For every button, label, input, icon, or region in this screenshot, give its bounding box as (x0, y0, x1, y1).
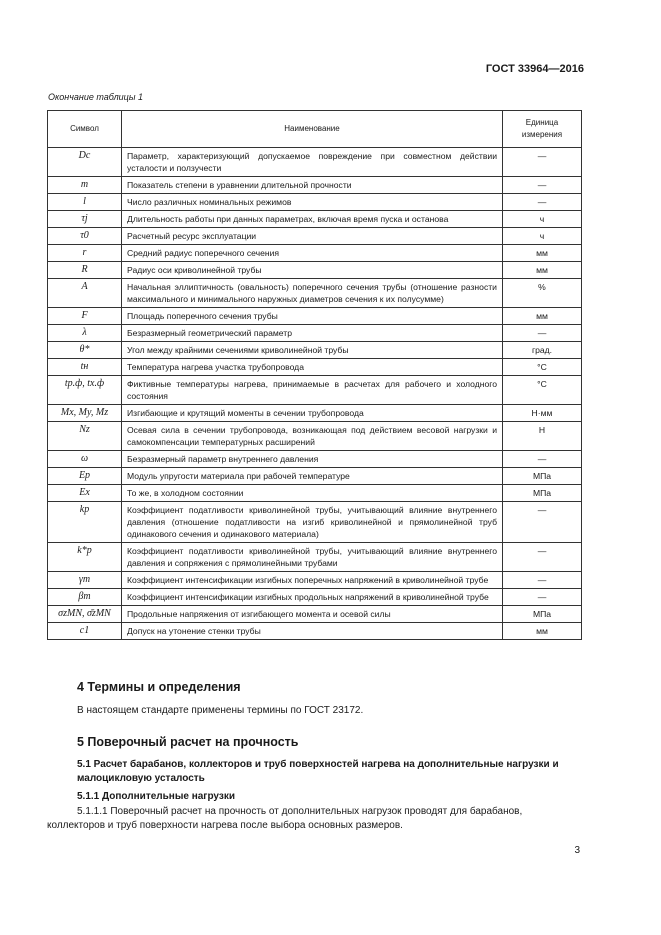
section-4-text: В настоящем стандарте применены термины по ГОСТ 23172. (77, 705, 364, 716)
name-cell: Модуль упругости материала при рабочей температуре (122, 468, 503, 485)
name-cell: Осевая сила в сечении трубопровода, возникающая под действием весовой нагрузки и самокомпенсации температурных расширений (122, 422, 503, 451)
symbol-cell: F (48, 308, 122, 325)
name-cell: Число различных номинальных режимов (122, 194, 503, 211)
unit-cell: Н (503, 422, 582, 451)
table-body (48, 148, 582, 640)
name-cell: Параметр, характеризующий допускаемое повреждение при совместном действии усталости и ползучести (122, 148, 503, 177)
unit-cell: Н·мм (503, 405, 582, 422)
name-cell: Угол между крайними сечениями криволинейной трубы (122, 342, 503, 359)
name-cell: Изгибающие и крутящий моменты в сечении трубопровода (122, 405, 503, 422)
name-cell: Допуск на утонение стенки трубы (122, 623, 503, 640)
name-cell: Длительность работы при данных параметрах, включая время пуска и останова (122, 211, 503, 228)
unit-cell: % (503, 279, 582, 308)
symbol-cell: βm (48, 589, 122, 606)
symbol-cell: τj (48, 211, 122, 228)
symbol-cell: m (48, 177, 122, 194)
table-row (48, 376, 582, 405)
unit-cell: — (503, 325, 582, 342)
table-row (48, 228, 582, 245)
unit-cell: — (503, 148, 582, 177)
name-cell: Безразмерный параметр внутреннего давления (122, 451, 503, 468)
table-row (48, 502, 582, 543)
table-row (48, 468, 582, 485)
name-cell: Площадь поперечного сечения трубы (122, 308, 503, 325)
unit-cell: — (503, 451, 582, 468)
symbol-cell: Nz (48, 422, 122, 451)
table-row (48, 623, 582, 640)
symbol-cell: γm (48, 572, 122, 589)
table-row (48, 405, 582, 422)
table-row (48, 572, 582, 589)
name-cell: Коэффициент интенсификации изгибных поперечных напряжений в криволинейной трубе (122, 572, 503, 589)
table-row (48, 342, 582, 359)
symbol-cell: λ (48, 325, 122, 342)
symbol-cell: Ex (48, 485, 122, 502)
unit-cell: МПа (503, 606, 582, 623)
unit-cell: ч (503, 228, 582, 245)
table-row (48, 422, 582, 451)
unit-cell: — (503, 572, 582, 589)
table-row (48, 606, 582, 623)
symbol-cell: c1 (48, 623, 122, 640)
table-row (48, 177, 582, 194)
subsection-5-1-title: 5.1 Расчет барабанов, коллекторов и труб поверхностей нагрева на дополнительные нагрузки и малоцикловую усталость (77, 759, 559, 784)
symbol-cell: σzMN, σ̄zMN (48, 606, 122, 623)
column-header-unit: Единица измерения (503, 111, 582, 148)
paragraph-line-2: коллекторов и труб поверхности нагрева после выбора основных размеров. (47, 820, 403, 831)
unit-cell: — (503, 543, 582, 572)
symbols-table (47, 110, 582, 640)
symbol-cell: θ* (48, 342, 122, 359)
symbol-cell: r (48, 245, 122, 262)
symbol-cell: tн (48, 359, 122, 376)
name-cell: Коэффициент интенсификации изгибных продольных напряжений в криволинейной трубе (122, 589, 503, 606)
table-row (48, 279, 582, 308)
name-cell: Радиус оси криволинейной трубы (122, 262, 503, 279)
symbol-cell: τ0 (48, 228, 122, 245)
name-cell: Коэффициент податливости криволинейной трубы, учитывающий влияние внутреннего давления и сопряжения с прямолинейными трубами (122, 543, 503, 572)
unit-cell: мм (503, 623, 582, 640)
name-cell: Температура нагрева участка трубопровода (122, 359, 503, 376)
name-cell: Расчетный ресурс эксплуатации (122, 228, 503, 245)
symbol-cell: Dc (48, 148, 122, 177)
unit-cell: мм (503, 308, 582, 325)
table-row (48, 543, 582, 572)
document-code: ГОСТ 33964—2016 (485, 63, 584, 75)
subsection-5-1-1-title: 5.1.1 Дополнительные нагрузки (77, 791, 235, 802)
unit-cell: мм (503, 262, 582, 279)
unit-cell: МПа (503, 485, 582, 502)
unit-cell: — (503, 589, 582, 606)
name-cell: Фиктивные температуры нагрева, принимаемые в расчетах для рабочего и холодного состояния (122, 376, 503, 405)
table-row (48, 148, 582, 177)
section-5-title: 5 Поверочный расчет на прочность (77, 735, 299, 749)
symbol-cell: l (48, 194, 122, 211)
column-header-name: Наименование (122, 111, 503, 148)
unit-cell: — (503, 177, 582, 194)
unit-cell: ч (503, 211, 582, 228)
table-row (48, 194, 582, 211)
symbol-cell: tр.ф, tх.ф (48, 376, 122, 405)
name-cell: Начальная эллиптичность (овальность) поперечного сечения трубы (отношение разности максимального и минимального наружных диаметров сечения к их полусумме) (122, 279, 503, 308)
table-caption: Окончание таблицы 1 (48, 92, 143, 102)
name-cell: Продольные напряжения от изгибающего момента и осевой силы (122, 606, 503, 623)
name-cell: Коэффициент податливости криволинейной трубы, учитывающий влияние внутреннего давления (отношение податливости на изгиб криволинейной и прямолинейной труб одинакового сечения и одинакового материала) (122, 502, 503, 543)
unit-cell: — (503, 502, 582, 543)
unit-cell: °С (503, 376, 582, 405)
table-row (48, 308, 582, 325)
table-row (48, 262, 582, 279)
name-cell: Безразмерный геометрический параметр (122, 325, 503, 342)
name-cell: Показатель степени в уравнении длительной прочности (122, 177, 503, 194)
table-row (48, 451, 582, 468)
table-row (48, 485, 582, 502)
unit-cell: — (503, 194, 582, 211)
name-cell: Средний радиус поперечного сечения (122, 245, 503, 262)
symbol-cell: k*p (48, 543, 122, 572)
paragraph-line-1: 5.1.1.1 Поверочный расчет на прочность от дополнительных нагрузок проводят для барабанов, (77, 806, 523, 817)
unit-cell: МПа (503, 468, 582, 485)
unit-cell: °С (503, 359, 582, 376)
table-row (48, 211, 582, 228)
table-row (48, 245, 582, 262)
table-header-row (48, 111, 582, 148)
symbol-cell: R (48, 262, 122, 279)
table-row (48, 589, 582, 606)
symbol-cell: Ep (48, 468, 122, 485)
unit-cell: мм (503, 245, 582, 262)
table-row (48, 359, 582, 376)
symbol-cell: kp (48, 502, 122, 543)
unit-cell: град. (503, 342, 582, 359)
section-4-title: 4 Термины и определения (77, 680, 241, 694)
page-number: 3 (574, 845, 580, 856)
symbol-cell: Mx, My, Mz (48, 405, 122, 422)
column-header-symbol: Символ (48, 111, 122, 148)
symbol-cell: A (48, 279, 122, 308)
table-row (48, 325, 582, 342)
symbol-cell: ω (48, 451, 122, 468)
name-cell: То же, в холодном состоянии (122, 485, 503, 502)
